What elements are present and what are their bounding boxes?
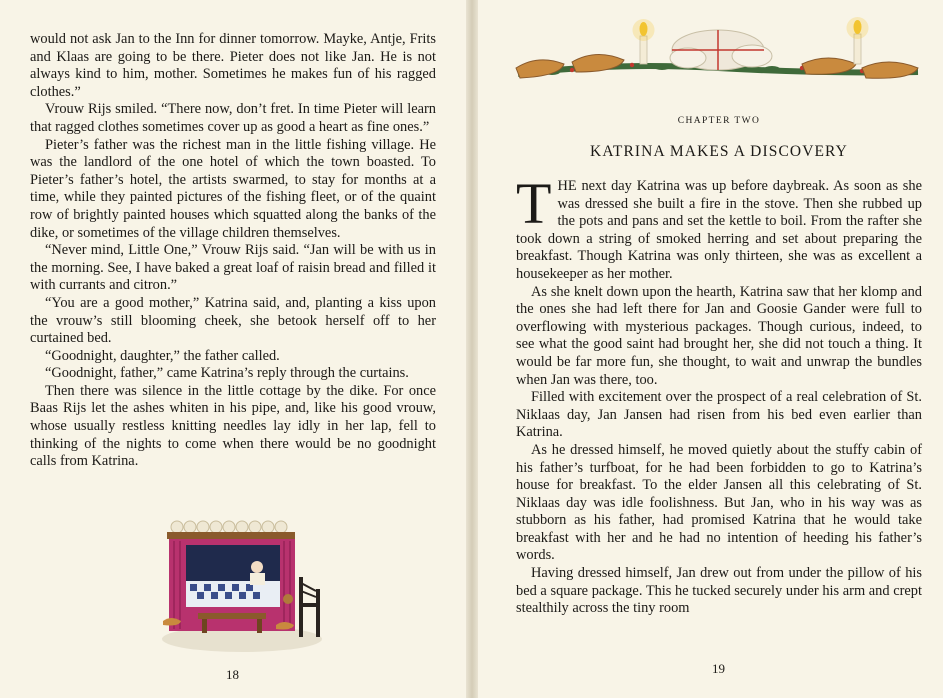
opening-paragraph [516, 171, 922, 284]
candles-and-wooden-shoes-illustration [512, 12, 924, 86]
paragraph: Then there was silence in the little cottage by the dike. For once Baas Rijs let the ashes whiten in his pipe, and, like his good vrouw, whose usually restless knitting needles lay idly in her lap, fell to thinking of the nights to come when there would be no goodnight calls from Katrina. [30, 382, 436, 470]
curtained-bed-illustration [158, 517, 323, 655]
book-gutter [466, 0, 478, 698]
paragraph: “Goodnight, daughter,” the father called. [45, 347, 280, 364]
paragraph: Filled with excitement over the prospect of a real celebration of St. Niklaas day, Jan Jansen had risen from his bed even earlier than Katrina. [516, 389, 922, 441]
paragraph: “Goodnight, father,” came Katrina’s reply through the curtains. [45, 365, 409, 382]
right-page-text [516, 171, 922, 618]
paragraph: “Never mind, Little One,” Vrouw Rijs said. “Jan will be with us in the morning. See, I have baked a great loaf of raisin bread and filled it with currants and citron.” [30, 242, 436, 294]
paragraph: Vrouw Rijs smiled. “There now, don’t fret. In time Pieter will learn that ragged clothes sometimes cover up as good a heart as fine ones.” [30, 101, 436, 135]
opening-paragraph-text: HE next day Katrina was up before daybreak. As soon as she was dressed she built a fire in the stove. Then she rubbed up the pots and pans and set the kettle to boil. From the rafter she took down a string of smoked herring and set about preparing the breakfast. Though Katrina was only thirteen, she was as excellent a housekeeper as her mother. [516, 178, 922, 282]
paragraph: “You are a good mother,” Katrina said, and, planting a kiss upon the vrouw’s still blooming cheek, she betook herself off to her curtained bed. [30, 294, 436, 347]
chapter-title: KATRINA MAKES A DISCOVERY [590, 143, 848, 160]
paragraph: As she knelt down upon the hearth, Katrina saw that her klomp and the ones she had left there for Jan and Goosie Gander were full to overflowing with mysterious packages. Though curious, indeed, to see what the good saint had brought her, she did not touch a thing. It would be far more fun, she thought, to wait and unwrap the bundles when Jan was there, too. [516, 283, 922, 388]
drop-cap: T [516, 171, 552, 236]
paragraph: would not ask Jan to the Inn for dinner tomorrow. Mayke, Antje, Frits and Klaas are going to be there. Pieter does not like Jan. He is not always kind to him, mother. Sometimes he makes fun of his ragged clothes.” [30, 31, 436, 100]
paragraph: Pieter’s father was the richest man in the little fishing village. He was the landlord of the one hotel of which the town boasted. To Pieter’s father’s hotel, the artists swarmed, to stay for months at a time, while they painted pictures of the fishing fleet, or of the quaint row of brightly painted houses which squatted along the banks of the dike, or sometimes of the village children themselves. [30, 136, 436, 241]
page-number: 18 [226, 667, 239, 682]
paragraph: Having dressed himself, Jan drew out from under the pillow of his bed a square package. This he tucked securely under his arm and crept stealthily across the tiny room [516, 565, 922, 617]
page-number: 19 [712, 661, 725, 676]
paragraph: As he dressed himself, he moved quietly about the stuffy cabin of his father’s turfboat, for he had been forbidden to go to Katrina’s house for breakfast. To the elder Jansen all this celebrating of St. Niklaas day was idle foolishness. But Jan, who in his way was as stubborn as his father, had promised Katrina that he would take breakfast with her and he had no intention of heeding his father’s words. [516, 441, 922, 564]
chapter-label: CHAPTER TWO [677, 116, 761, 126]
left-page-text [30, 31, 436, 471]
